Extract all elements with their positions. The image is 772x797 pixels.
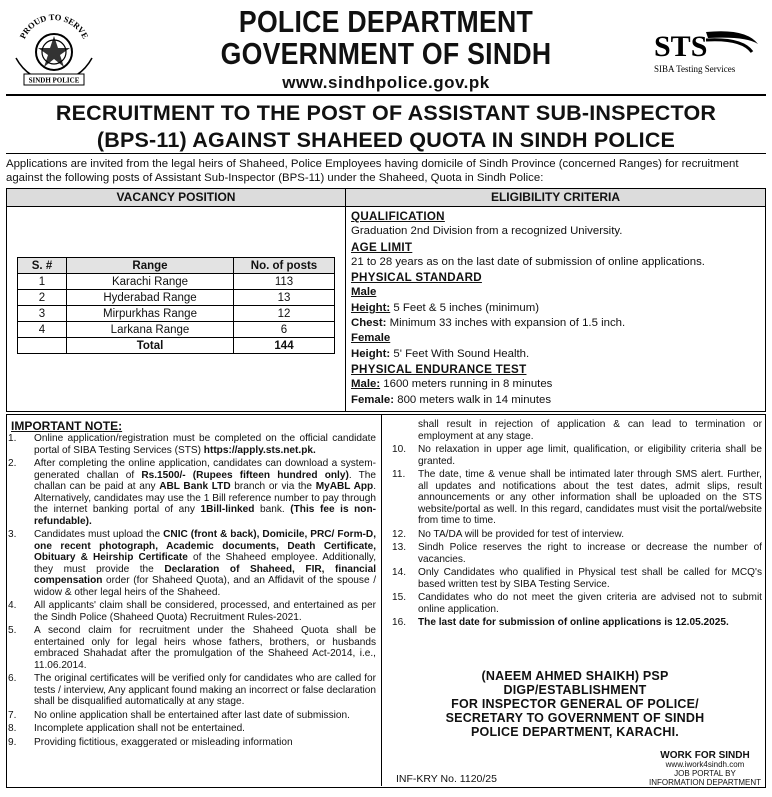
female-height [351,347,761,362]
cell: Hyderabad Range [67,290,234,306]
note-text: Candidates must upload the [34,529,164,540]
physical-standard-heading: PHYSICAL STANDARD [351,271,482,285]
cell: Karachi Range [67,274,234,290]
note-text: No TA/DA will be provided for test of interview. [418,528,625,540]
cell: 3 [18,306,67,322]
note-bold: Declaration of Shaheed, FIR, financial compensation [34,563,377,586]
note-text: of the Shaheed employee. Additionally, they must provide the [34,552,376,575]
female-heading: Female [351,332,391,345]
male-chest-value: Minimum 33 inches with expansion of 1.5 inch. [389,317,626,330]
table-row [18,322,335,338]
qualification-text: Graduation 2nd Division from a recognized University. [351,225,623,238]
signatory-line: POLICE DEPARTMENT, KARACHI. [471,725,679,739]
note-item: 10. No relaxation in upper age limit, qualification, or eligibility criteria shall be granted. [392,444,762,467]
note-item: 14. Only Candidates who qualified in Physical test shall be called for MCQ's based written test by SIBA Testing Service. [392,567,762,590]
note-text: All applicants' claim shall be considered, processed, and entertained as per the Sindh Police (Shaheed Quota) Recruitment Rules-2021. [34,600,376,623]
female-endurance [351,393,761,408]
banner-divider [6,153,766,154]
svg-text:STS: STS [654,30,708,63]
cell: 2 [18,290,67,306]
age-limit-heading: AGE LIMIT [351,240,413,254]
vacancy-eligibility-box [6,188,766,412]
banner-line-1: RECRUITMENT TO THE POST OF ASSISTANT SUB-INSPECTOR [55,101,717,125]
female-label: Female: [351,393,395,406]
department-title: POLICE DEPARTMENT [238,4,534,39]
note-bold: Rs.1500/- (Rupees fifteen hundred only) [141,469,349,481]
cell: 6 [234,322,335,338]
male-heading: Male [351,286,377,299]
cell: 1 [18,274,67,290]
note-item-continued [392,419,762,442]
government-title: GOVERNMENT OF SINDH [220,36,552,71]
note-text: . Alternatively, candidates may use the 1 Bill reference number to pay through the internet banking portal of any [34,481,377,515]
note-text: No relaxation in upper age limit, qualification, or eligibility criteria shall be granted. [418,444,762,467]
note-text: . The challan can be paid at any [34,469,376,492]
total-label: Total [67,338,234,354]
female-height-value: 5' Feet With Sound Health. [393,347,530,360]
cell: 113 [234,274,335,290]
important-note-heading: IMPORTANT NOTE: [11,419,123,433]
column-header: No. of posts [234,258,335,274]
signatory-title: DIGP/ESTABLISHMENT [503,683,647,697]
table-row [18,306,335,322]
notes-column-divider [381,414,382,786]
note-text: The date, time & venue shall be intimated later through SMS alert. Further, all updates and notifications about the test dates, admit slips, result announcements or any other information shall be uploaded on the STS website/portal as well. In this regard, candidates must visit the portal/website from time to time. [418,469,762,526]
table-row [18,274,335,290]
note-text: Only Candidates who qualified in Physical test shall be called for MCQ's based written test by SIBA Testing Service. [418,567,762,590]
table-header-row [18,258,335,274]
note-bold: 1Bill-linked [200,504,255,515]
eligibility-criteria [351,209,761,408]
cell: 12 [234,306,335,322]
qualification-heading: QUALIFICATION [351,210,445,223]
note-text: shall result in rejection of application & can lead to termination or employment at any stage. [418,419,762,442]
signatory-line: SECRETARY TO GOVERNMENT OF SINDH [445,711,705,725]
svg-text:SIBA Testing Services: SIBA Testing Services [654,64,736,74]
svg-text:PROUD TO SERVE: PROUD TO SERVE [17,11,91,41]
cell: Mirpurkhas Range [67,306,234,322]
note-text: branch or via the [230,481,316,492]
note-item: 5. A second claim for recruitment under the Shaheed Quota shall be entertained only for legal heirs whose fathers, brothers, or husbands embraced Shahadat after the promulgation of the Shaheed Act-2014, i.e., 11.06.2014. [8,625,376,671]
note-item: 2. After completing the online application, candidates can download a system-generated challan of Rs.1500/- (Rupees fifteen hundred only). The challan can be paid at any ABL Bank LTD branch or via the MyABL App. Alternatively, candidates may use the 1 Bill reference number to pay through the internet banking portal of any 1Bill-linked bank. (This fee is non-refundable). [8,458,377,527]
chest-label: Chest: [351,317,387,330]
wfs-url: www.iwork4sindh.com [665,760,745,769]
note-text: Online application/registration must be completed on the official candidate portal of SIBA Testing Services (STS) [34,433,376,456]
note-text: Providing fictitious, exaggerated or misleading information [34,736,293,748]
total-value: 144 [234,338,335,354]
note-bold: (This fee is non-refundable). [34,504,377,527]
note-text: Candidates who do not meet the given criteria are advised not to submit online application. [418,592,762,615]
note-text: No online application shall be entertained after last date of submission. [34,709,350,721]
note-text: A second claim for recruitment under the Shaheed Quota shall be entertained only for legal heirs whose fathers, brothers, or husbands embraced Shahadat after the promulgation of the Shaheed Act-2014, i.e., 11.06.2014. [34,625,376,671]
wfs-title: WORK FOR SINDH [660,750,750,761]
signatory-name: (NAEEM AHMED SHAIKH) PSP [481,669,669,683]
height-label: Height: [351,347,391,360]
note-item: 9. Providing fictitious, exaggerated or misleading information [8,736,293,748]
eligibility-heading: ELIGIBILITY CRITERIA [346,189,765,207]
signatory-line: FOR INSPECTOR GENERAL OF POLICE/ [451,697,699,711]
male-label: Male: [351,378,381,391]
note-bold: MyABL App [315,481,374,492]
column-divider [345,189,346,411]
table-row [18,290,335,306]
male-height [351,301,761,316]
note-text: bank. [254,504,291,515]
intro-paragraph: Applications are invited from the legal heirs of Shaheed, Police Employees having domicile of Sindh Province (concerned Ranges) for recruitment against the following posts of Assistant Sub-Inspector (BPS-11) under the Shaheed, Quota in Sindh Police: [6,158,739,184]
note-bold: ABL Bank LTD [159,481,231,492]
notes-right-column [392,419,762,631]
last-date-note: The last date for submission of online applications is 12.05.2025. [418,617,729,628]
note-item: 13. Sindh Police reserves the right to increase or decrease the number of vacancies. [392,542,762,565]
height-label: Height: [351,301,391,314]
age-limit-text: 21 to 28 years as on the last date of submission of online applications. [351,255,705,268]
endurance-heading: PHYSICAL ENDURANCE TEST [351,362,527,376]
note-text: Sindh Police reserves the right to increase or decrease the number of vacancies. [418,542,762,565]
note-text: After completing the online application, candidates can download a system-generated challan of [34,458,376,481]
header [140,6,632,93]
website-url: www.sindhpolice.gov.pk [282,73,490,92]
note-text: Incomplete application shall not be entertained. [34,723,245,734]
note-item: 16. The last date for submission of online applications is 12.05.2025. [392,617,729,628]
note-item: 6. The original certificates will be verified only for candidates who are called for tests / interview, Any applicant found making an incorrect or false declaration shall be disqualified automatically at any stage. [8,673,376,707]
vacancy-heading: VACANCY POSITION [7,189,345,207]
banner-line-2: (BPS-11) AGAINST SHAHEED QUOTA IN SINDH POLICE [96,128,676,152]
sts-portal-link: https://apply.sts.net.pk. [203,444,316,456]
cell: 4 [18,322,67,338]
header-divider [6,94,766,96]
note-item: 7. No online application shall be entertained after last date of submission. [8,709,350,721]
male-height-value: 5 Feet & 5 inches (minimum) [393,301,539,314]
recruitment-banner [6,100,766,154]
vacancy-table [17,257,335,354]
svg-text:SINDH POLICE: SINDH POLICE [28,76,80,85]
wfs-line: JOB PORTAL BY [674,769,736,778]
cell: 13 [234,290,335,306]
note-item: 11. The date, time & venue shall be intimated later through SMS alert. Further, all updates and notifications about the test dates, admit slips, result announcements or any other information shall be uploaded on the STS website/portal as well. In this regard, candidates must visit the portal/website from time to time. [392,469,762,526]
cell: Larkana Range [67,322,234,338]
total-row [18,338,335,354]
note-bold: CNIC (front & back), Domicile, PRC/ Form-D, one recent photograph, Academic documents, Death Certificate, Obituary & Heirship Certificate [34,529,377,563]
cell [18,338,67,354]
note-text: The original certificates will be verified only for candidates who are called for tests / interview, Any applicant found making an incorrect or false declaration shall be disqualified automatically at any stage. [34,673,376,707]
note-item: 4. All applicants' claim shall be considered, processed, and entertained as per the Sindh Police (Shaheed Quota) Recruitment Rules-2021. [8,600,376,623]
sts-logo-icon [646,22,764,78]
column-header: S. # [18,258,67,274]
wfs-line: INFORMATION DEPARTMENT [649,778,761,787]
male-run-value: 1600 meters running in 8 minutes [383,378,553,391]
male-chest [351,316,761,331]
sindh-police-logo-icon [8,8,100,88]
note-text: order (for Shaheed Quota), and an Affidavit of the spouse / widow & other legal heirs of the Shaheed. [34,575,376,598]
note-item: 15. Candidates who do not meet the given criteria are advised not to submit online application. [392,592,762,615]
note-item: 1. Online application/registration must be completed on the official candidate portal of SIBA Testing Services (STS) https://apply.sts.net.pk. [8,433,376,456]
notes-left-column [8,433,376,750]
female-walk-value: 800 meters walk in 14 minutes [397,393,552,406]
reference-number: INF-KRY No. 1120/25 [396,773,497,785]
signature-block [390,669,760,739]
work-for-sindh-logo [646,751,764,787]
column-header: Range [67,258,234,274]
note-item: 3. Candidates must upload the CNIC (front & back), Domicile, PRC/ Form-D, one recent photograph, Academic documents, Death Certificate, Obituary & Heirship Certificate of the Shaheed employee. Additionally, they must provide the Declaration of Shaheed, FIR, financial compensation order (for Shaheed Quota), and an Affidavit of the spouse / widow & other legal heirs of the Shaheed. [8,529,377,598]
male-endurance [351,377,761,392]
note-item: 8. Incomplete application shall not be entertained. [8,723,245,734]
note-item: 12. No TA/DA will be provided for test of interview. [392,528,625,540]
